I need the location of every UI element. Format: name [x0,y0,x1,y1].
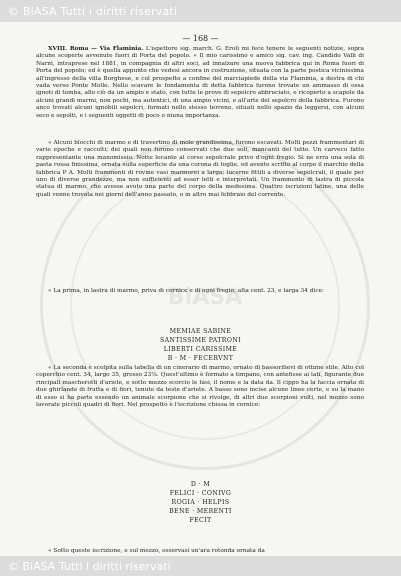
inscription-line: MEMIAE SABINE [169,328,232,335]
inscription-line: B · M · FECERVNT [167,355,234,362]
watermark-text: © BiASA Tutti i diritti riservati [8,559,171,573]
inscription-line: LIBERTI CARISSIME [163,346,238,353]
inscription-line: FELICI · CONIVG [169,490,232,497]
paragraph-text: L'ispettore sig. march. G. Eroli mi fece tenere le seguenti notizie, sopra alcune scoperte avvenute fuori di Porta del popolo. « Il mio carissimo e amico sig. cav. ing. Candido Valli di Narni, intraprese nel 1881, in compagnia di altri soci, ad innalzare una nuova fabbrica qui in Roma fuori di Porta del popolo; ed è quella appunto che vedesi ancora in costruzione, situata con la parte postica vicinissima all'ingresso della villa Borghese, e col prospetto a confine del marciapiede della via Flaminia, a destra di chi vada verso Ponte Molle. Nello scavare le fondamenta di detta fabbrica furono trovate un ammasso di ossa ignoti di tomba, allo ciò da un ampio e stato, con tutte le prove di sepolcro abbruciato, e ricoperto a scapole da alcuni grandi marmi, non pochi, ma autentici, di una ampio vicini, e all'arte del sepolcro della fabbrica. Furono anco trovati alcuni ignobili sepolcri, formati nello stesso terreno, situati nello spazio da leggersi, con alcuni seco e sepolti, e i seguenti oggetti di poco o niuna importanza. [36,46,365,119]
library-seal-text: BiASA [167,285,243,310]
watermark-banner-top [0,0,401,22]
watermark-text: © BiASA Tutti i diritti riservati [8,4,178,18]
paragraph-4: « La seconda è scolpita sulla tabella di un cinerario di marmo, ornato di bassorilievi di ottime stile. Alto col coperchio cent. 34, largo 35, grosso 23⅞. Quest'ultimo è formato a timpano, con antefisse ai lati, figurante due rincipali mascherotti d'ariete, e sotto mezzo scorcio le fasi, il nome e la data da. Il cippo ha la faccia ornata di due ghirlande di frutta e di fiori, tenute da teste d'ariete. A basso sono incise alcune linee certe, e su la mano di esso si ha parte essendo un animale scorpione che si rivolge, di altri due scorpioni volti, nel mezzo sono lavorate piccoli quadri di fiori. Nel prospetto è l'iscrizione chiusa in cornice: [36,365,364,409]
inscription-line: BENE · MERENTI [169,508,232,515]
paragraph-3: « La prima, in lastra di marmo, priva di cornice e di ogni fregio, alta cent. 23, e larga 34 dice: [48,288,324,294]
inscription-1 [0,327,401,363]
inscription-2 [0,480,401,525]
inscription-line: SANTISSIME PATRONI [160,337,241,344]
inscription-line: ROGIA · HELPIS [171,499,230,506]
paragraph-5: « Sotto queste iscrizione, e sul mezzo, osservasi un'ara rotonda ornata da [48,548,265,554]
paragraph-1 [36,46,364,120]
page-number: — 168 — [182,34,219,43]
inscription-line: D · M [190,481,211,488]
paragraph-2: « Alcuni blocchi di marmo e di travertino di mole grandissima, furono escavati. Molti pezzi frammentari di varie epoche e raccolti; dei quali non furono conservati che due soli, mancanti del tutto. Un carveco fatto rappresentante una manomissio. Notte locante al corso sepolcrale privo d'ogni fregio. Si ne erra una sola di pasta rossa finissima, ornata sulla superficie da una corona di foglie, ed avente scritto al corpo il marchio della fabbrica P A. Molti frammenti di rovine vasi marmorei a larga; lucerne fittili a diverse sepolcrali, il quale per uno di diverse grandezze, ma non sufficienti ad esser letti e interpretati. Un frammento di lastra di piccola statua di marmo, che avesse avuto una parte del corpo della medesima. Quattro iscrizioni latine, una delle quali venne trovata nei giorni dell'anno passato, o in altro mai febbraio del corrente. [36,140,364,198]
section-heading: XVIII. Roma — Via Flaminia. [48,46,144,52]
inscription-line: FECIT [189,517,212,524]
watermark-banner-bottom [0,556,401,576]
